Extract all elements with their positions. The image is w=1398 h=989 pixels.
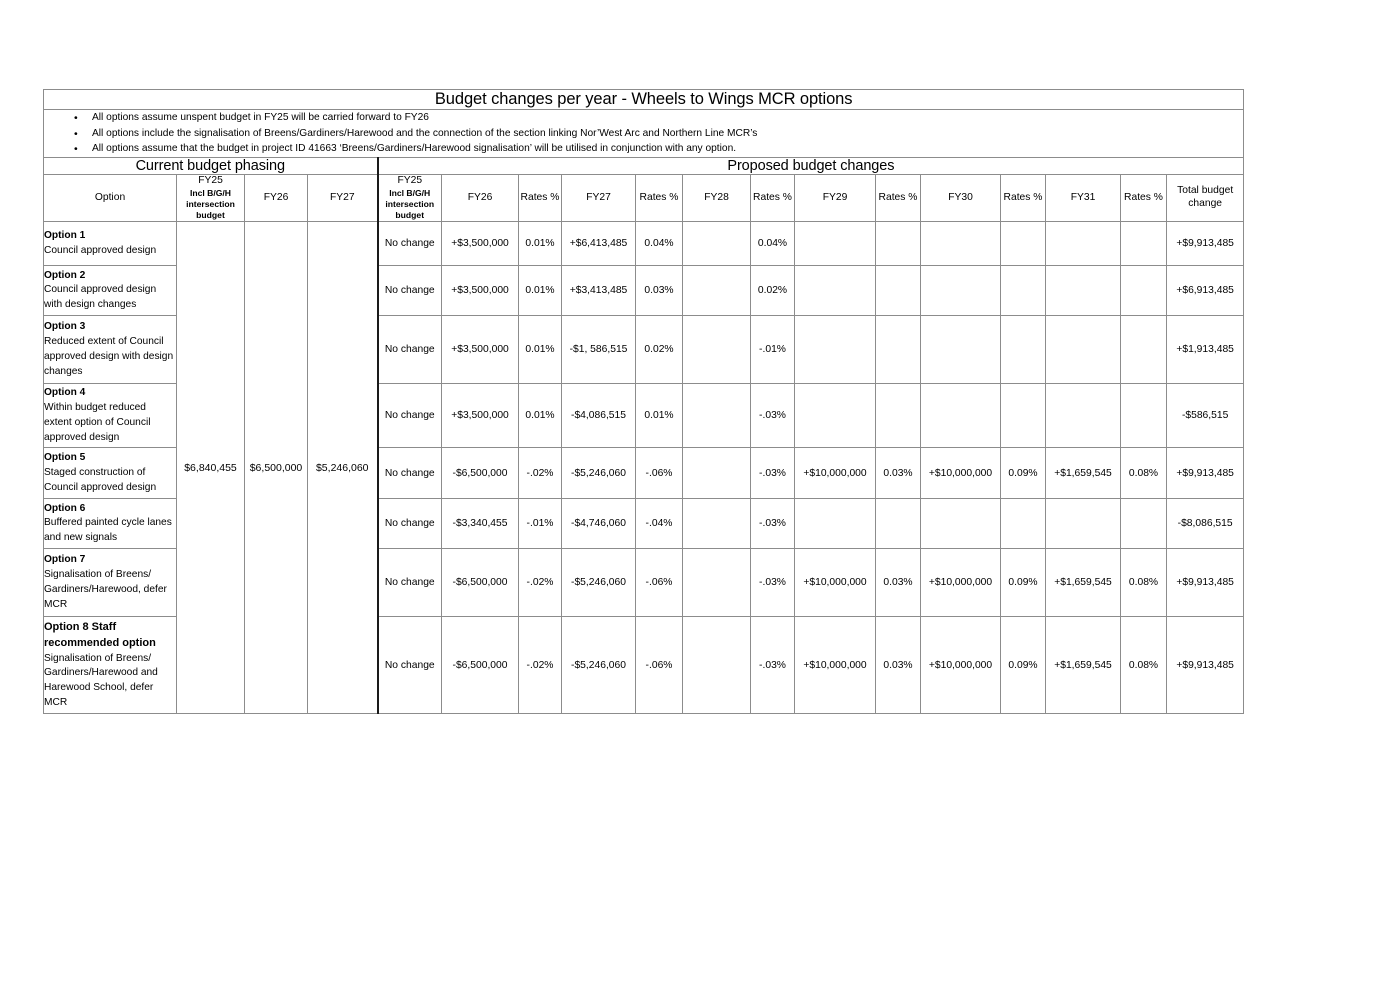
rates-fy30-value: 0.09% <box>1001 448 1046 499</box>
proposed-fy31-value <box>1046 499 1121 549</box>
option-title: Option 7 <box>44 554 86 566</box>
rates-fy28-value: -.03% <box>751 384 795 448</box>
column-header-rates-fy26: Rates % <box>519 174 562 221</box>
proposed-fy27-value: -$1, 586,515 <box>562 316 636 384</box>
proposed-fy26-value: +$3,500,000 <box>442 222 519 266</box>
column-header-proposed-fy27: FY27 <box>562 174 636 221</box>
proposed-fy30-value <box>921 266 1001 316</box>
total-budget-change-value: +$9,913,485 <box>1167 448 1244 499</box>
rates-fy26-value: 0.01% <box>519 266 562 316</box>
column-header-rates-fy31: Rates % <box>1121 174 1167 221</box>
note-item: • All options include the signalisation of Breens/Gardiners/Harewood and the connection of the section linking Nor’West Arc and Northern Line MCR’s <box>92 126 1243 142</box>
proposed-fy29-value <box>795 266 876 316</box>
proposed-fy26-value: -$6,500,000 <box>442 549 519 617</box>
proposed-fy27-value: +$3,413,485 <box>562 266 636 316</box>
proposed-fy31-value <box>1046 316 1121 384</box>
total-budget-change-value: +$1,913,485 <box>1167 316 1244 384</box>
proposed-fy28-value <box>683 549 751 617</box>
rates-fy26-value: -.01% <box>519 499 562 549</box>
current-fy26-value: $6,500,000 <box>245 222 308 714</box>
rates-fy30-value <box>1001 499 1046 549</box>
proposed-fy28-value <box>683 222 751 266</box>
rates-fy31-value <box>1121 316 1167 384</box>
proposed-fy26-value: +$3,500,000 <box>442 266 519 316</box>
column-header-rates-fy27: Rates % <box>636 174 683 221</box>
option-description: Signalisation of Breens/ Gardiners/Harewood, defer MCR <box>44 569 167 610</box>
rates-fy31-value: 0.08% <box>1121 549 1167 617</box>
column-header-current-fy25-main: FY25 <box>198 174 223 186</box>
rates-fy28-value: -.01% <box>751 316 795 384</box>
option-title: Option 2 <box>44 269 86 281</box>
rates-fy27-value: 0.03% <box>636 266 683 316</box>
rates-fy27-value: 0.04% <box>636 222 683 266</box>
option-cell <box>44 316 177 384</box>
rates-fy26-value: -.02% <box>519 549 562 617</box>
column-header-proposed-fy28: FY28 <box>683 174 751 221</box>
total-budget-change-value: +$9,913,485 <box>1167 549 1244 617</box>
option-description: Council approved design with design changes <box>44 284 157 311</box>
column-header-proposed-fy29: FY29 <box>795 174 876 221</box>
proposed-fy26-value: +$3,500,000 <box>442 384 519 448</box>
option-description: Signalisation of Breens/ Gardiners/Harewood and Harewood School, defer MCR <box>44 652 158 708</box>
note-item: • All options assume unspent budget in FY25 will be carried forward to FY26 <box>92 110 1243 126</box>
total-budget-change-value: +$9,913,485 <box>1167 617 1244 714</box>
proposed-fy31-value: +$1,659,545 <box>1046 448 1121 499</box>
column-header-current-fy26: FY26 <box>245 174 308 221</box>
column-header-proposed-fy25-sub: Incl B/G/H intersection budget <box>385 187 435 221</box>
proposed-fy25-value: No change <box>378 448 442 499</box>
proposed-fy25-value: No change <box>378 499 442 549</box>
assumption-notes-list <box>44 110 1243 157</box>
option-title: Option 4 <box>44 387 86 399</box>
proposed-fy31-value <box>1046 266 1121 316</box>
rates-fy29-value: 0.03% <box>876 617 921 714</box>
option-cell <box>44 617 177 714</box>
column-header-total-budget-change: Total budget change <box>1167 174 1244 221</box>
rates-fy30-value: 0.09% <box>1001 549 1046 617</box>
option-description: Within budget reduced extent option of Council approved design <box>44 402 151 443</box>
proposed-fy30-value: +$10,000,000 <box>921 549 1001 617</box>
proposed-fy29-value <box>795 384 876 448</box>
rates-fy30-value: 0.09% <box>1001 617 1046 714</box>
current-fy25-value: $6,840,455 <box>177 222 245 714</box>
total-budget-change-value: +$9,913,485 <box>1167 222 1244 266</box>
proposed-fy25-value: No change <box>378 549 442 617</box>
rates-fy27-value: -.06% <box>636 617 683 714</box>
proposed-fy28-value <box>683 499 751 549</box>
proposed-fy28-value <box>683 384 751 448</box>
proposed-fy26-value: -$3,340,455 <box>442 499 519 549</box>
column-header-proposed-fy30: FY30 <box>921 174 1001 221</box>
option-title: Option 6 <box>44 502 86 514</box>
column-header-proposed-fy31: FY31 <box>1046 174 1121 221</box>
proposed-fy29-value: +$10,000,000 <box>795 549 876 617</box>
proposed-fy27-value: +$6,413,485 <box>562 222 636 266</box>
group-header-proposed-budget-changes: Proposed budget changes <box>378 157 1244 174</box>
option-title: Option 3 <box>44 321 86 333</box>
option-cell <box>44 384 177 448</box>
proposed-fy31-value: +$1,659,545 <box>1046 549 1121 617</box>
option-cell <box>44 222 177 266</box>
rates-fy29-value <box>876 316 921 384</box>
table-title-row <box>44 90 1244 110</box>
rates-fy28-value: -.03% <box>751 549 795 617</box>
proposed-fy30-value <box>921 316 1001 384</box>
proposed-fy28-value <box>683 448 751 499</box>
group-header-current-budget-phasing: Current budget phasing <box>44 157 378 174</box>
option-title: Option 5 <box>44 452 86 464</box>
proposed-fy28-value <box>683 316 751 384</box>
column-header-proposed-fy25 <box>378 174 442 221</box>
column-header-option: Option <box>44 174 177 221</box>
proposed-fy25-value: No change <box>378 384 442 448</box>
note-item: • All options assume that the budget in project ID 41663 ‘Breens/Gardiners/Harewood signalisation’ will be utilised in conjunction with any option. <box>92 141 1243 157</box>
proposed-fy26-value: +$3,500,000 <box>442 316 519 384</box>
option-cell <box>44 549 177 617</box>
proposed-fy29-value <box>795 499 876 549</box>
option-cell <box>44 448 177 499</box>
proposed-fy29-value <box>795 316 876 384</box>
rates-fy31-value <box>1121 266 1167 316</box>
rates-fy30-value <box>1001 384 1046 448</box>
total-budget-change-value: -$8,086,515 <box>1167 499 1244 549</box>
proposed-fy25-value: No change <box>378 316 442 384</box>
proposed-fy27-value: -$4,086,515 <box>562 384 636 448</box>
proposed-fy30-value: +$10,000,000 <box>921 617 1001 714</box>
proposed-fy27-value: -$4,746,060 <box>562 499 636 549</box>
proposed-fy27-value: -$5,246,060 <box>562 549 636 617</box>
rates-fy28-value: -.03% <box>751 617 795 714</box>
proposed-fy30-value <box>921 222 1001 266</box>
rates-fy26-value: -.02% <box>519 617 562 714</box>
rates-fy31-value <box>1121 384 1167 448</box>
rates-fy30-value <box>1001 266 1046 316</box>
proposed-fy30-value <box>921 499 1001 549</box>
rates-fy31-value <box>1121 499 1167 549</box>
option-description: Buffered painted cycle lanes and new signals <box>44 517 172 544</box>
rates-fy31-value <box>1121 222 1167 266</box>
proposed-fy28-value <box>683 617 751 714</box>
current-fy27-value: $5,246,060 <box>308 222 378 714</box>
proposed-fy28-value <box>683 266 751 316</box>
proposed-fy30-value: +$10,000,000 <box>921 448 1001 499</box>
option-description: Reduced extent of Council approved design with design changes <box>44 336 174 377</box>
rates-fy27-value: -.04% <box>636 499 683 549</box>
column-header-rates-fy28: Rates % <box>751 174 795 221</box>
column-header-proposed-fy25-main: FY25 <box>397 174 423 186</box>
option-cell <box>44 266 177 316</box>
proposed-fy29-value <box>795 222 876 266</box>
rates-fy29-value <box>876 222 921 266</box>
rates-fy26-value: 0.01% <box>519 316 562 384</box>
column-header-proposed-fy26: FY26 <box>442 174 519 221</box>
group-header-row <box>44 157 1244 174</box>
rates-fy28-value: 0.04% <box>751 222 795 266</box>
column-header-row <box>44 174 1244 221</box>
column-header-rates-fy30: Rates % <box>1001 174 1046 221</box>
table-row <box>44 222 1244 266</box>
rates-fy29-value: 0.03% <box>876 448 921 499</box>
proposed-fy25-value: No change <box>378 266 442 316</box>
option-cell <box>44 499 177 549</box>
total-budget-change-value: -$586,515 <box>1167 384 1244 448</box>
rates-fy26-value: 0.01% <box>519 384 562 448</box>
notes-cell <box>44 110 1244 158</box>
proposed-fy25-value: No change <box>378 222 442 266</box>
proposed-fy29-value: +$10,000,000 <box>795 448 876 499</box>
proposed-fy31-value <box>1046 222 1121 266</box>
rates-fy27-value: -.06% <box>636 448 683 499</box>
rates-fy28-value: -.03% <box>751 499 795 549</box>
proposed-fy29-value: +$10,000,000 <box>795 617 876 714</box>
rates-fy29-value: 0.03% <box>876 549 921 617</box>
rates-fy31-value: 0.08% <box>1121 617 1167 714</box>
rates-fy27-value: -.06% <box>636 549 683 617</box>
rates-fy27-value: 0.02% <box>636 316 683 384</box>
rates-fy31-value: 0.08% <box>1121 448 1167 499</box>
rates-fy26-value: 0.01% <box>519 222 562 266</box>
rates-fy30-value <box>1001 316 1046 384</box>
proposed-fy27-value: -$5,246,060 <box>562 448 636 499</box>
page-title: Budget changes per year - Wheels to Wings MCR options <box>44 90 1244 110</box>
proposed-fy31-value <box>1046 384 1121 448</box>
rates-fy28-value: -.03% <box>751 448 795 499</box>
option-title: Option 1 <box>44 230 86 242</box>
column-header-current-fy27: FY27 <box>308 174 378 221</box>
budget-changes-table <box>43 89 1244 714</box>
column-header-current-fy25-sub: Incl B/G/H intersection budget <box>186 187 235 221</box>
proposed-fy26-value: -$6,500,000 <box>442 617 519 714</box>
proposed-fy26-value: -$6,500,000 <box>442 448 519 499</box>
table-notes-row <box>44 110 1244 158</box>
proposed-fy31-value: +$1,659,545 <box>1046 617 1121 714</box>
rates-fy29-value <box>876 384 921 448</box>
column-header-rates-fy29: Rates % <box>876 174 921 221</box>
rates-fy29-value <box>876 266 921 316</box>
option-title: Option 8 Staff recommended option <box>44 621 156 649</box>
proposed-fy25-value: No change <box>378 617 442 714</box>
rates-fy28-value: 0.02% <box>751 266 795 316</box>
column-header-current-fy25 <box>177 174 245 221</box>
rates-fy29-value <box>876 499 921 549</box>
rates-fy27-value: 0.01% <box>636 384 683 448</box>
rates-fy26-value: -.02% <box>519 448 562 499</box>
rates-fy30-value <box>1001 222 1046 266</box>
option-description: Staged construction of Council approved design <box>44 466 157 493</box>
total-budget-change-value: +$6,913,485 <box>1167 266 1244 316</box>
proposed-fy30-value <box>921 384 1001 448</box>
proposed-fy27-value: -$5,246,060 <box>562 617 636 714</box>
option-description: Council approved design <box>44 244 157 256</box>
